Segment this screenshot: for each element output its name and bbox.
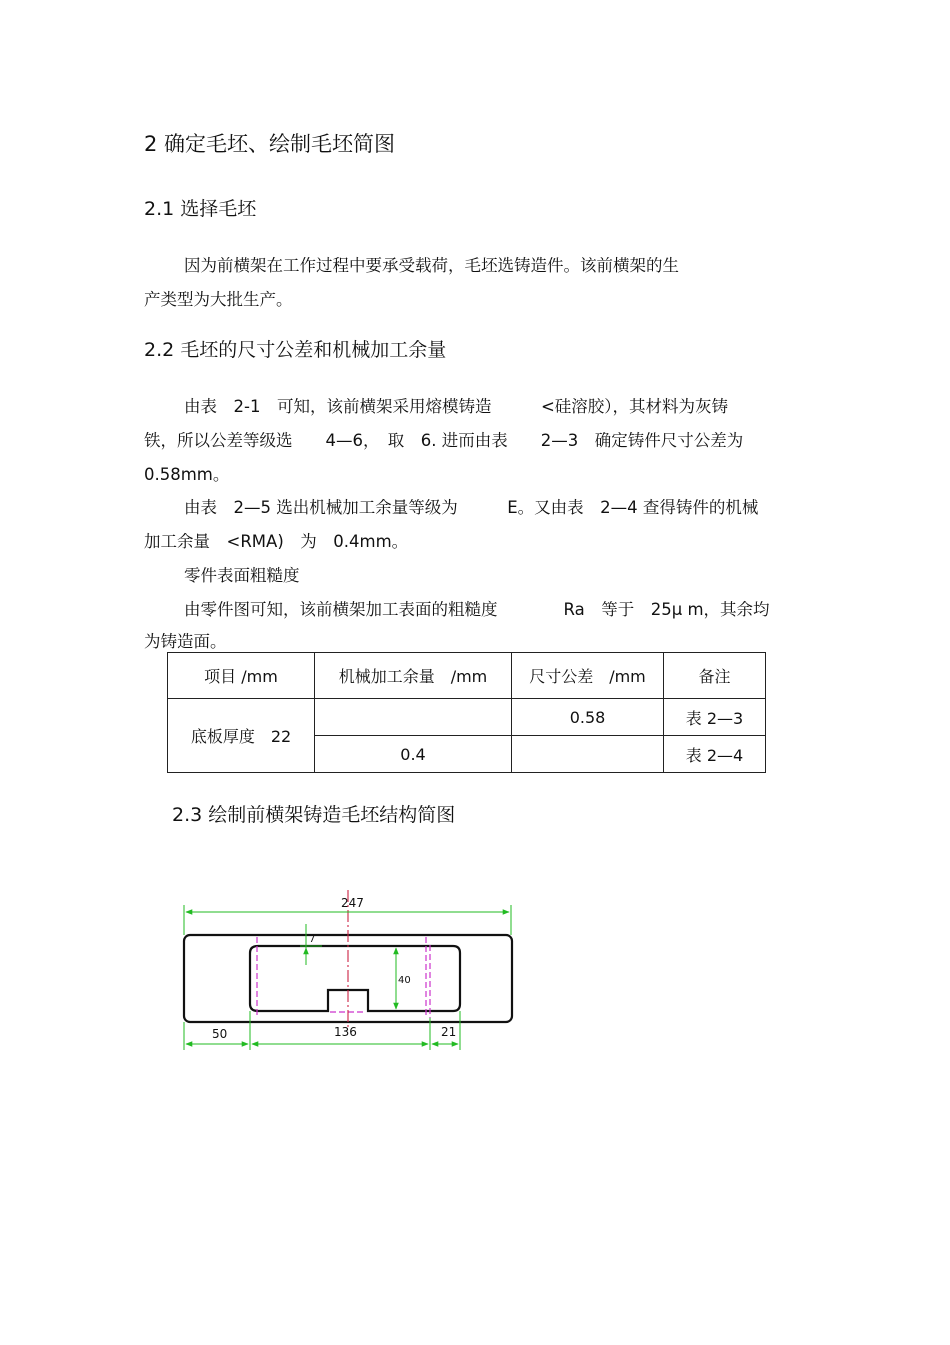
paragraph-line: 为铸造面。 [144,632,227,651]
table-cell-tolerance: 0.58 [512,699,664,736]
table-cell-note: 表 2—4 [664,736,766,773]
dimension-label: 50 [212,1027,228,1041]
table-cell-allowance: 0.4 [315,736,512,773]
subsection-title-2-2: 2.2 毛坯的尺寸公差和机械加工余量 [144,339,447,361]
subsection-title-2-3: 2.3 绘制前横架铸造毛坯结构简图 [172,804,456,826]
paragraph-line: 铁，所以公差等级选 4—6， 取 6. 进而由表 2—3 确定铸件尺寸公差为 [144,431,744,450]
paragraph-line: 由表 2-1 可知，该前横架采用熔模铸造 <硅溶胶），其材料为灰铸 [184,397,729,416]
section-heading: 2 确定毛坯、绘制毛坯简图 [144,132,396,156]
table-header-cell: 尺寸公差 /mm [512,653,664,699]
dimension-label: 40 [398,975,411,986]
paragraph-line: 零件表面粗糙度 [184,566,300,585]
paragraph-line: 0.58mm。 [144,465,230,484]
dimension-label: 21 [441,1025,457,1039]
table-cell-item: 底板厚度 22 [168,699,315,773]
paragraph-line: 产类型为大批生产。 [144,290,293,309]
dimension-label: 247 [341,896,364,910]
table-header-cell: 机械加工余量 /mm [315,653,512,699]
paragraph-line: 加工余量 <RMA) 为 0.4mm。 [144,532,409,551]
table-cell-note: 表 2—3 [664,699,766,736]
table-header-cell: 项目 /mm [168,653,315,699]
subsection-title-2-1: 2.1 选择毛坯 [144,198,257,220]
inner-pocket [250,946,460,1011]
dimension-label: 7 [309,934,316,945]
paragraph-line: 因为前横架在工作过程中要承受载荷，毛坯选铸造件。该前横架的生 [184,256,679,275]
dimension-label: 136 [334,1025,357,1039]
paragraph-line: 由零件图可知，该前横架加工表面的粗糙度 Ra 等于 25μ m，其余均 [184,600,770,619]
paragraph-line: 由表 2—5 选出机械加工余量等级为 E。又由表 2—4 查得铸件的机械 [184,498,759,517]
table-header-cell: 备注 [664,653,766,699]
